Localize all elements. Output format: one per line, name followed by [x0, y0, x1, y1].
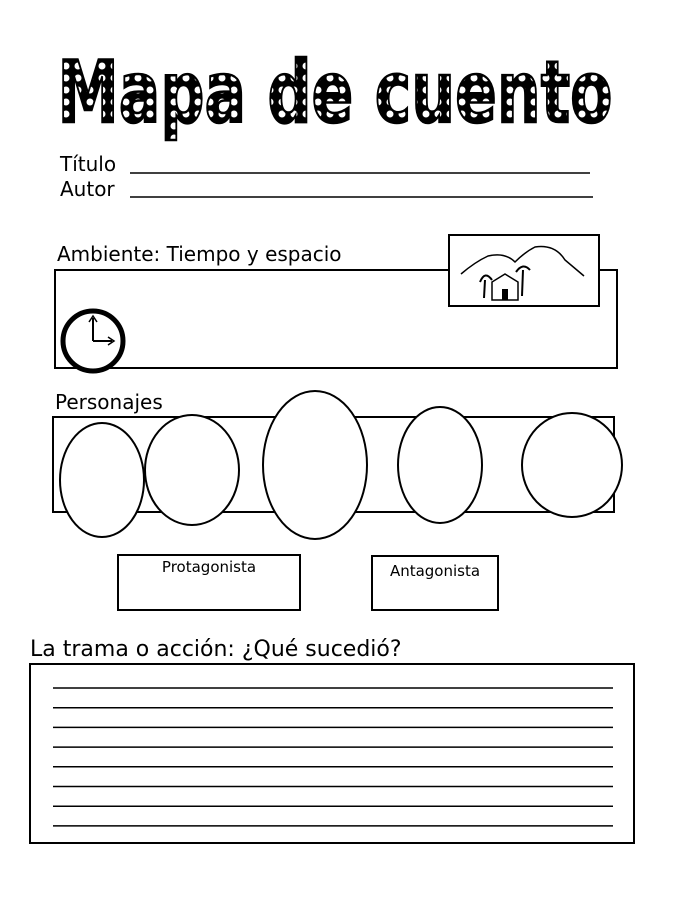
titulo-label: Título: [60, 152, 117, 176]
character-oval-5[interactable]: [522, 413, 622, 517]
character-oval-1[interactable]: [60, 423, 144, 537]
trama-box: [30, 664, 634, 843]
character-oval-2[interactable]: [145, 415, 239, 525]
character-oval-3[interactable]: [263, 391, 367, 539]
trama-heading: La trama o acción: ¿Qué sucedió?: [30, 637, 402, 662]
svg-text:Mapa de cuento: Mapa de cuento: [57, 43, 613, 143]
protagonista-label: Protagonista: [161, 558, 257, 576]
page-title: [58, 43, 613, 143]
antagonista-label: Antagonista: [389, 562, 481, 580]
landscape-house-icon: [449, 235, 599, 306]
personajes-heading: Personajes: [55, 390, 163, 414]
trama-writing-lines[interactable]: [53, 688, 613, 826]
character-oval-4[interactable]: [398, 407, 482, 523]
autor-label: Autor: [60, 177, 115, 201]
clock-icon: [63, 311, 123, 371]
ambiente-heading: Ambiente: Tiempo y espacio: [57, 242, 342, 266]
